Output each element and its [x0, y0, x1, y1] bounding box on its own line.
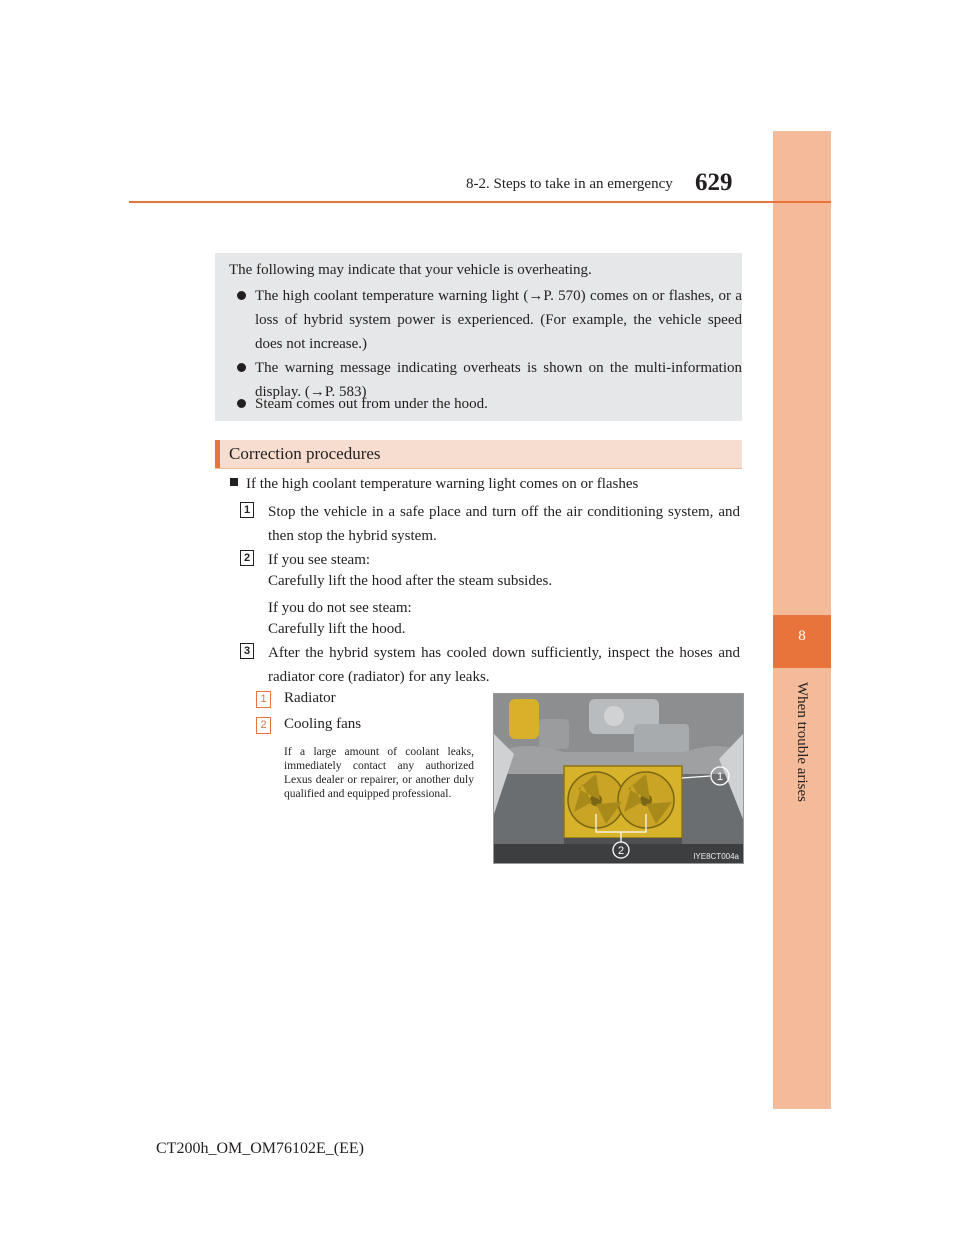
- header-rule: [129, 201, 831, 203]
- bullet-icon: [237, 291, 246, 300]
- svg-text:1: 1: [716, 771, 724, 783]
- legend-number-2: 2: [256, 717, 271, 734]
- engine-bay-illustration: [494, 694, 743, 863]
- info-intro: The following may indicate that your vehicle is overheating.: [229, 262, 592, 278]
- step-2-text-b: Carefully lift the hood after the steam subsides.: [268, 573, 553, 589]
- info-bullet: The high coolant temperature warning light (→P. 570) comes on or flashes, or a loss of hybrid system power is experienced. (For example, the vehicle speed does not increase.): [237, 284, 742, 356]
- step-3-text: After the hybrid system has cooled down sufficiently, inspect the hoses and radiator core (radiator) for any leaks.: [268, 645, 740, 685]
- step-2-text-a: If you see steam:: [268, 552, 371, 568]
- chapter-title: When trouble arises: [794, 682, 810, 802]
- step-number-3: 3: [240, 643, 254, 659]
- figure-code: IYE8CT004a: [693, 852, 739, 861]
- legend-radiator: Radiator: [284, 690, 336, 706]
- page-number: 629: [695, 169, 733, 196]
- step-1-text: Stop the vehicle in a safe place and turn off the air conditioning system, and then stop the hybrid system.: [268, 504, 740, 544]
- heading-accent-bar: [215, 440, 220, 468]
- svg-text:2: 2: [617, 845, 625, 857]
- step-2-text-d: Carefully lift the hood.: [268, 621, 406, 637]
- overheating-info-box: [215, 253, 742, 421]
- document-footer: CT200h_OM_OM76102E_(EE): [156, 1140, 364, 1157]
- step-2-text-c: If you do not see steam:: [268, 600, 412, 616]
- step-number-2: 2: [240, 550, 254, 566]
- bullet-icon: [237, 399, 246, 408]
- condition-heading: If the high coolant temperature warning light comes on or flashes: [230, 476, 638, 493]
- info-bullet: The warning message indicating overheats is shown on the multi-information display. (→P. 583): [237, 356, 742, 404]
- info-bullet: Steam comes out from under the hood.: [237, 392, 742, 416]
- bullet-icon: [237, 363, 246, 372]
- square-bullet-icon: [230, 478, 238, 486]
- legend-number-1: 1: [256, 691, 271, 708]
- legend-cooling-fans: Cooling fans: [284, 716, 362, 732]
- chapter-number: 8: [798, 628, 806, 644]
- section-heading: Correction procedures: [215, 440, 742, 469]
- step-number-1: 1: [240, 502, 254, 518]
- engine-bay-figure: [493, 693, 744, 864]
- leak-note: If a large amount of coolant leaks, immediately contact any authorized Lexus dealer or repairer, or another duly qualified and equipped professional.: [284, 746, 474, 800]
- section-title: 8-2. Steps to take in an emergency: [466, 176, 673, 192]
